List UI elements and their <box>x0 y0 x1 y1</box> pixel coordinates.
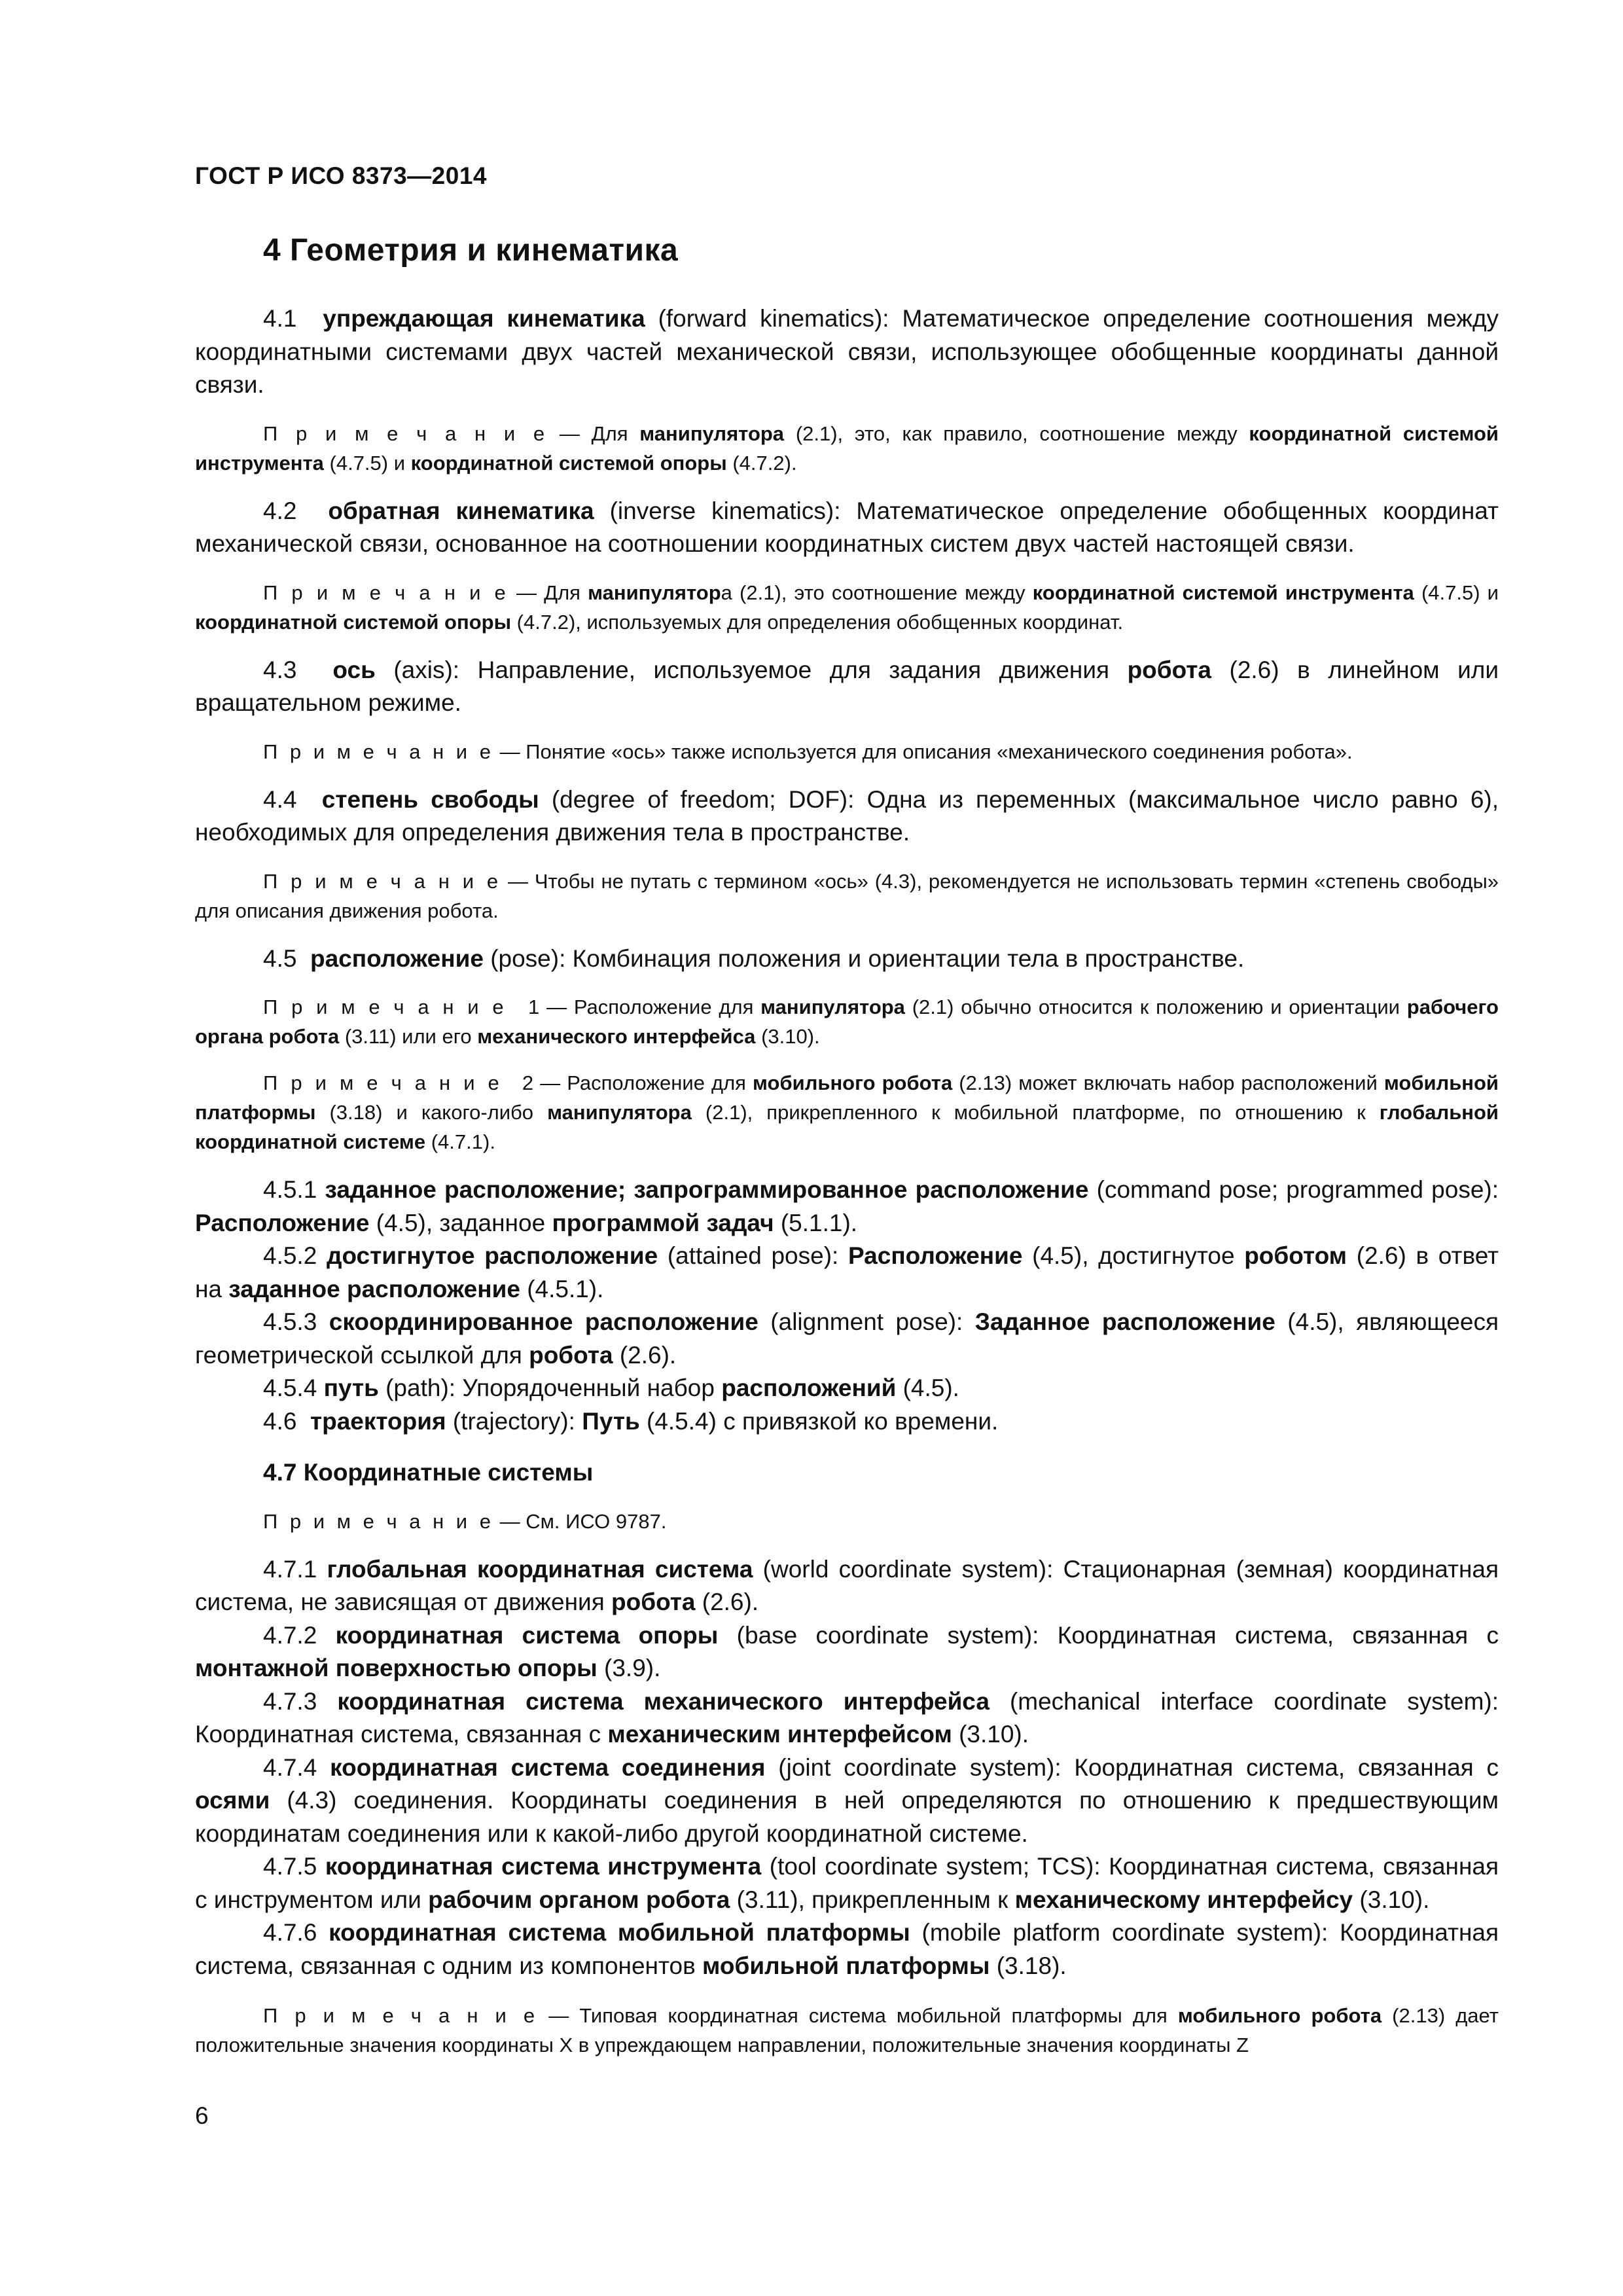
term-4-2: 4.2 обратная кинематика (inverse kinematics): Математическое определение обобщенных координат механической связи, основанное на соотношении координатных систем двух частей настоящей связи. <box>195 497 1499 557</box>
document-body <box>195 302 1499 2077</box>
term-4-7-4: 4.7.4 координатная система соединения (joint coordinate system): Координатная система, связанная с осями (4.3) соединения. Координаты соединения в ней определяются по отношению к предшествующим координатам соединения или к какой-либо другой координатной системе. <box>195 1753 1499 1847</box>
subsection-4-7-title: 4.7 Координатные системы <box>263 1459 594 1486</box>
note-4-5-1: П р и м е ч а н и е 1 — Расположение для манипулятора (2.1) обычно относится к положению и ориентации рабочего органа робота (3.11) или его механического интерфейса (3.10). <box>195 996 1499 1048</box>
note-4-5-2: П р и м е ч а н и е 2 — Расположение для мобильного робота (2.13) может включать набор расположений мобильной платформы (3.18) и какого-либо манипулятора (2.1), прикрепленного к мобильной платформе, по отношению к глобальной координатной системе (4.7.1). <box>195 1071 1499 1153</box>
note-4-1: П р и м е ч а н и е — Для манипулятора (2.1), это, как правило, соотношение между координатной системой инструмента (4.7.5) и координатной системой опоры (4.7.2). <box>195 422 1499 475</box>
term-4-7-5: 4.7.5 координатная система инструмента (tool coordinate system; TCS): Координатная система, связанная с инструментом или рабочим органом робота (3.11), прикрепленным к механическому интерфейсу (3.10). <box>195 1853 1499 1913</box>
term-4-7-1: 4.7.1 глобальная координатная система (world coordinate system): Стационарная (земная) координатная система, не зависящая от движения робота (2.6). <box>195 1555 1499 1615</box>
section-title: 4 Геометрия и кинематика <box>263 233 679 268</box>
term-4-7-3: 4.7.3 координатная система механического интерфейса (mechanical interface coordinate system): Координатная система, связанная с механическим интерфейсом (3.10). <box>195 1687 1499 1748</box>
term-4-5-1: 4.5.1 заданное расположение; запрограммированное расположение (command pose; programmed pose): Расположение (4.5), заданное программой задач (5.1.1). <box>195 1176 1499 1236</box>
term-4-6: 4.6 траектория (trajectory): Путь (4.5.4) с привязкой ко времени. <box>263 1407 999 1435</box>
term-4-5-3: 4.5.3 скоординированное расположение (alignment pose): Заданное расположение (4.5), являющееся геометрической ссылкой для робота (2.6). <box>195 1308 1499 1369</box>
term-4-5-4: 4.5.4 путь (path): Упорядоченный набор расположений (4.5). <box>263 1374 959 1401</box>
note-4-3: П р и м е ч а н и е — Понятие «ось» также используется для описания «механического соединения робота». <box>263 740 1353 763</box>
standard-header: ГОСТ Р ИСО 8373—2014 <box>195 162 487 189</box>
term-4-7-6: 4.7.6 координатная система мобильной платформы (mobile platform coordinate system): Координатная система, связанная с одним из компонентов мобильной платформы (3.18). <box>195 1919 1499 1979</box>
document-page <box>195 0 1499 2296</box>
term-4-7-2: 4.7.2 координатная система опоры (base coordinate system): Координатная система, связанная с монтажной поверхностью опоры (3.9). <box>195 1621 1499 1681</box>
term-4-4: 4.4 степень свободы (degree of freedom; DOF): Одна из переменных (максимальное число равно 6), необходимых для определения движения тела в пространстве. <box>195 785 1499 846</box>
term-4-5: 4.5 расположение (pose): Комбинация положения и ориентации тела в пространстве. <box>263 944 1245 972</box>
page-number: 6 <box>195 2102 209 2129</box>
note-4-2: П р и м е ч а н и е — Для манипулятора (2.1), это соотношение между координатной системой инструмента (4.7.5) и координатной системой опоры (4.7.2), используемых для определения обобщенных координат. <box>195 581 1499 634</box>
term-4-5-2: 4.5.2 достигнутое расположение (attained pose): Расположение (4.5), достигнутое роботом (2.6) в ответ на заданное расположение (4.5.1). <box>195 1242 1499 1302</box>
note-4-7-6: П р и м е ч а н и е — Типовая координатная система мобильной платформы для мобильного робота (2.13) дает положительные значения координаты X в упреждающем направлении, положительные значения координаты Z <box>195 2004 1499 2056</box>
note-4-7: П р и м е ч а н и е — См. ИСО 9787. <box>263 1509 667 1533</box>
term-4-1: 4.1 упреждающая кинематика (forward kinematics): Математическое определение соотношения между координатными системами двух частей механической связи, использующее обобщенные координаты данной связи. <box>195 305 1499 398</box>
note-4-4: П р и м е ч а н и е — Чтобы не путать с термином «ось» (4.3), рекомендуется не использовать термин «степень свободы» для описания движения робота. <box>195 869 1499 922</box>
term-4-3: 4.3 ось (axis): Направление, используемое для задания движения робота (2.6) в линейном или вращательном режиме. <box>195 656 1499 716</box>
